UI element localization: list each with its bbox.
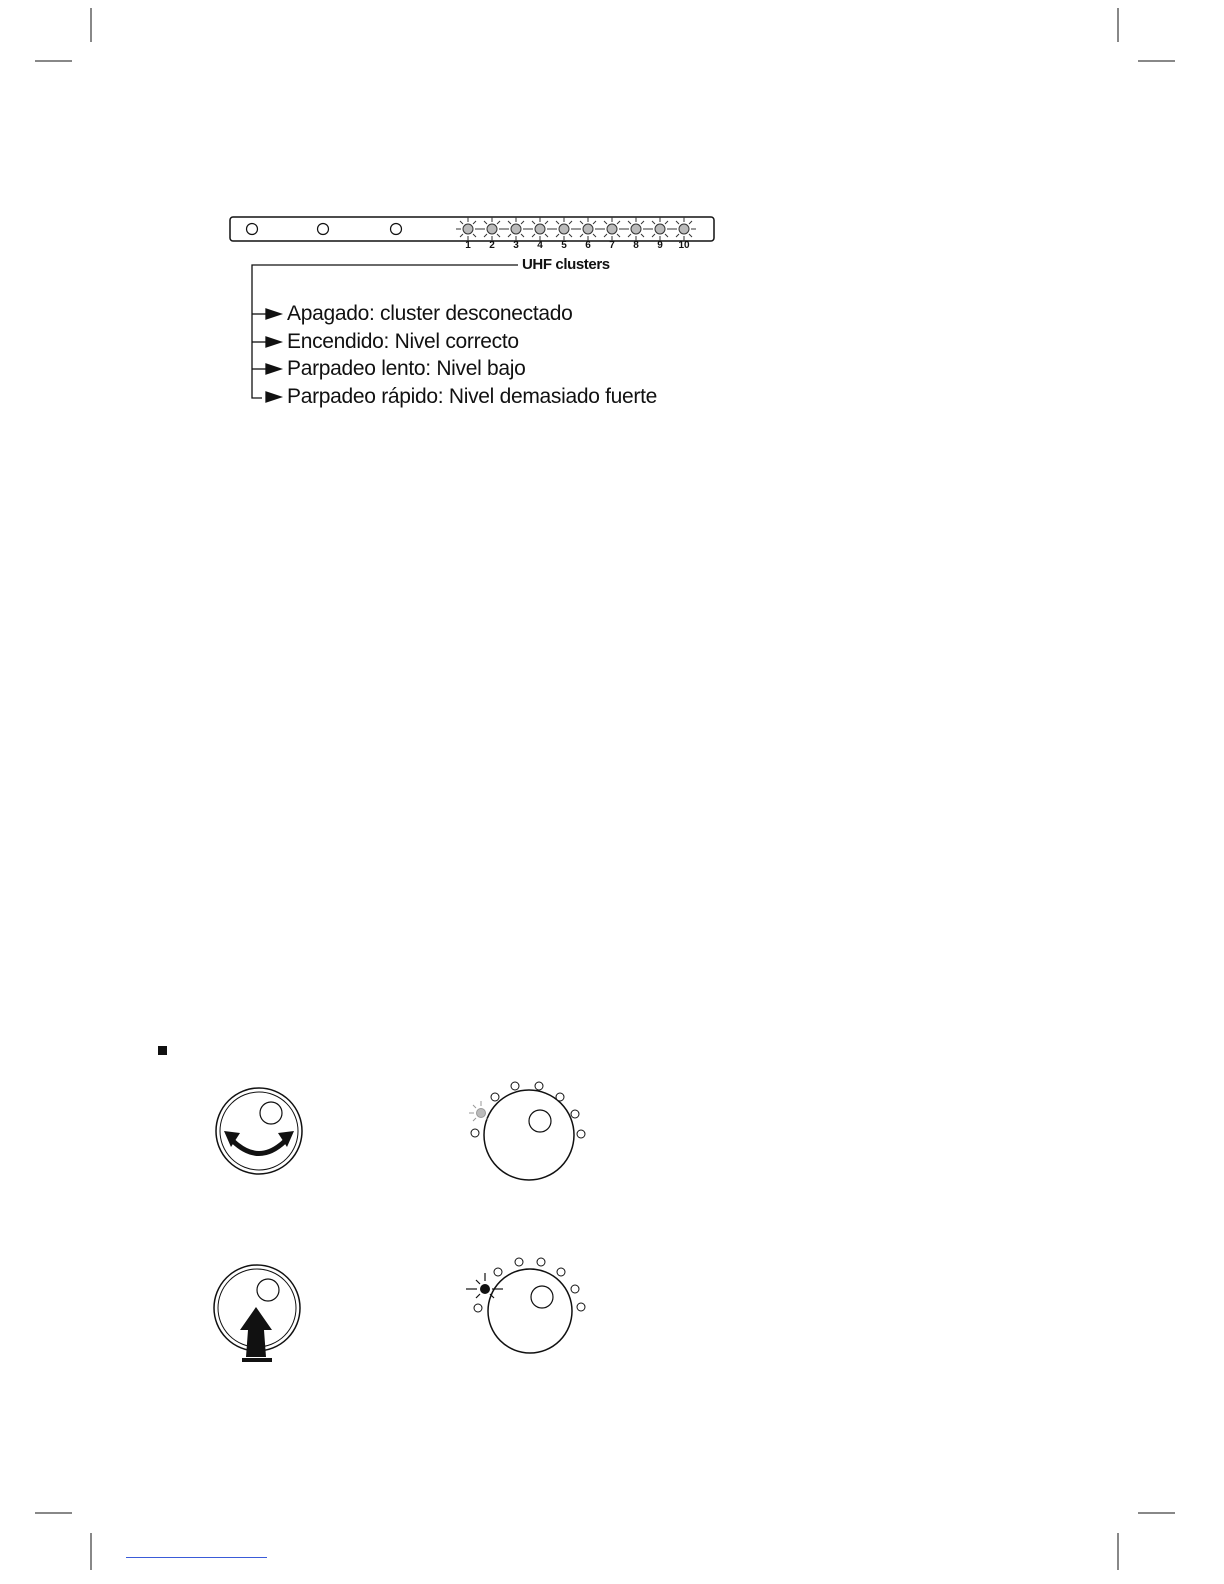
push-knob-figure — [214, 1265, 300, 1362]
cluster-number: 10 — [678, 240, 690, 251]
legend-item-slow-blink: Parpadeo lento: Nivel bajo — [287, 357, 526, 380]
cluster-number: 1 — [465, 240, 471, 251]
cluster-number: 6 — [585, 240, 591, 251]
led-ring-lit-figure — [466, 1258, 585, 1353]
cluster-number: 7 — [609, 240, 615, 251]
rotate-knob-figure — [216, 1088, 302, 1174]
footer-link-underline[interactable] — [126, 1557, 267, 1558]
cluster-number: 8 — [633, 240, 639, 251]
blinking-led-icon — [469, 1101, 488, 1121]
cluster-number: 9 — [657, 240, 663, 251]
legend-item-off: Apagado: cluster desconectado — [287, 302, 573, 325]
cluster-number: 2 — [489, 240, 495, 251]
cluster-number: 3 — [513, 240, 519, 251]
cluster-number: 4 — [537, 240, 543, 251]
uhf-clusters-label: UHF clusters — [522, 256, 610, 273]
legend-item-on: Encendido: Nivel correcto — [287, 330, 519, 353]
legend-item-fast-blink: Parpadeo rápido: Nivel demasiado fuerte — [287, 385, 658, 408]
cluster-number: 5 — [561, 240, 567, 251]
led-ring-blinking-figure — [469, 1082, 585, 1180]
